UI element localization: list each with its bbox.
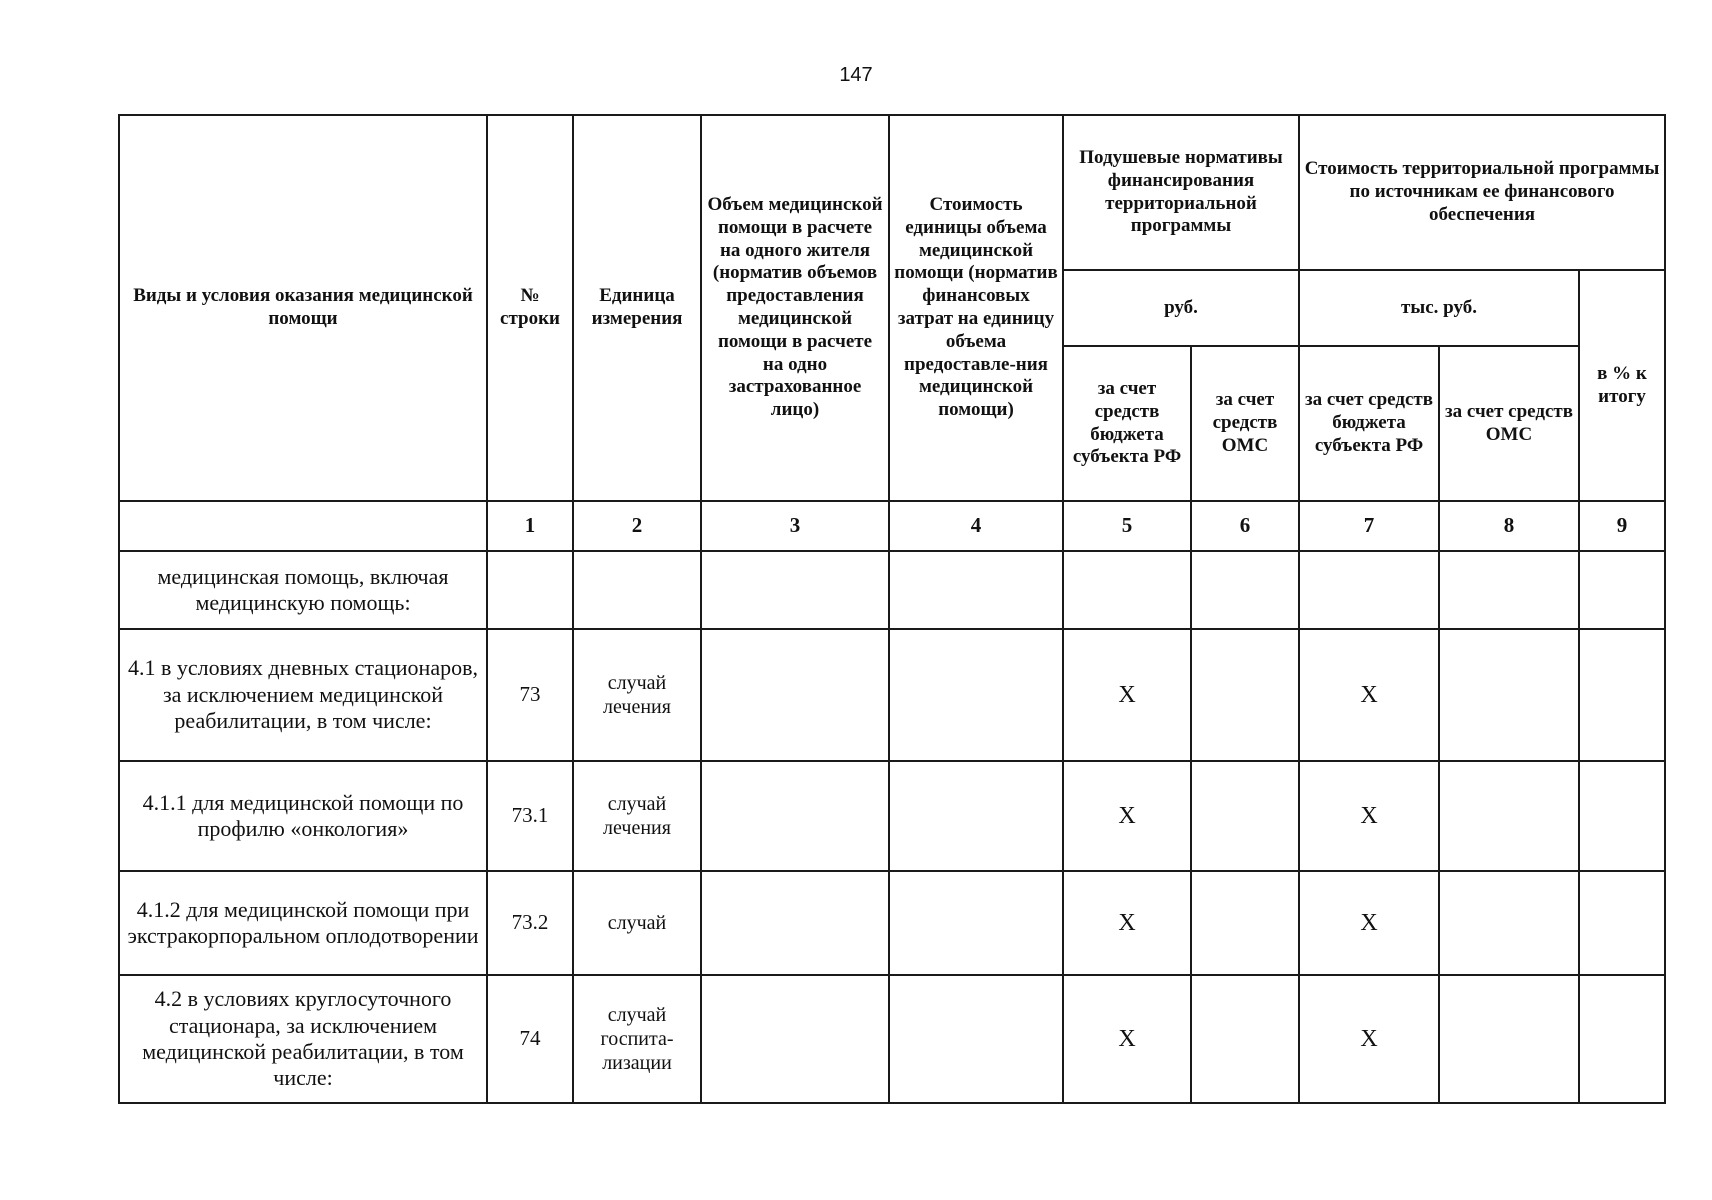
program-cost-table	[118, 114, 1666, 1104]
header-row-no: № строки	[487, 115, 573, 501]
column-number: 4	[889, 501, 1063, 551]
cell-program-oms	[1439, 551, 1579, 629]
header-oms: за счет средств ОМС	[1191, 346, 1299, 501]
header-budget-subject-thousand: за счет средств бюджета субъекта РФ	[1299, 346, 1439, 501]
header-oms-thousand: за счет средств ОМС	[1439, 346, 1579, 501]
cell-per-capita-oms	[1191, 629, 1299, 761]
cell-per-capita-oms	[1191, 551, 1299, 629]
column-number: 3	[701, 501, 889, 551]
table-row	[119, 551, 1665, 629]
cell-row-no: 73.2	[487, 871, 573, 975]
cell-percent	[1579, 629, 1665, 761]
header-budget-subject: за счет средств бюджета субъекта РФ	[1063, 346, 1191, 501]
cell-per-capita-oms	[1191, 975, 1299, 1103]
cell-program-budget: X	[1299, 761, 1439, 871]
column-number-row	[119, 501, 1665, 551]
column-number: 9	[1579, 501, 1665, 551]
table-row	[119, 975, 1665, 1103]
cell-program-budget: X	[1299, 629, 1439, 761]
column-number: 2	[573, 501, 701, 551]
cell-percent	[1579, 871, 1665, 975]
cell-percent	[1579, 761, 1665, 871]
column-number: 1	[487, 501, 573, 551]
header-kind: Виды и условия оказания медицинской помощи	[119, 115, 487, 501]
header-thousand-rub: тыс. руб.	[1299, 270, 1579, 346]
table-row	[119, 871, 1665, 975]
cell-volume	[701, 871, 889, 975]
cell-cost	[889, 975, 1063, 1103]
cell-unit	[573, 551, 701, 629]
page-number: 147	[839, 64, 873, 86]
cell-percent	[1579, 975, 1665, 1103]
cell-unit: случай лечения	[573, 761, 701, 871]
cell-cost	[889, 551, 1063, 629]
column-number: 8	[1439, 501, 1579, 551]
cell-row-no: 73.1	[487, 761, 573, 871]
cell-kind: медицинская помощь, включая медицинскую помощь:	[119, 551, 487, 629]
cell-per-capita-oms	[1191, 871, 1299, 975]
cell-cost	[889, 871, 1063, 975]
cell-unit: случай госпита-лизации	[573, 975, 701, 1103]
cell-cost	[889, 629, 1063, 761]
cell-row-no: 74	[487, 975, 573, 1103]
table-row	[119, 629, 1665, 761]
cell-program-oms	[1439, 629, 1579, 761]
cell-kind: 4.1.2 для медицинской помощи при экстракорпоральном оплодотворении	[119, 871, 487, 975]
cell-kind: 4.1 в условиях дневных стационаров, за исключением медицинской реабилитации, в том числе:	[119, 629, 487, 761]
cell-percent	[1579, 551, 1665, 629]
header-unit: Единица измерения	[573, 115, 701, 501]
cell-row-no	[487, 551, 573, 629]
cell-per-capita-budget: X	[1063, 871, 1191, 975]
cell-program-budget	[1299, 551, 1439, 629]
header-per-capita: Подушевые нормативы финансирования территориальной программы	[1063, 115, 1299, 270]
cell-row-no: 73	[487, 629, 573, 761]
cell-program-oms	[1439, 871, 1579, 975]
cell-per-capita-budget: X	[1063, 761, 1191, 871]
column-number: 6	[1191, 501, 1299, 551]
cell-unit: случай	[573, 871, 701, 975]
header-program-cost: Стоимость территориальной программы по источникам ее финансового обеспечения	[1299, 115, 1665, 270]
column-number: 7	[1299, 501, 1439, 551]
cell-volume	[701, 629, 889, 761]
header-rub: руб.	[1063, 270, 1299, 346]
cell-cost	[889, 761, 1063, 871]
cell-unit: случай лечения	[573, 629, 701, 761]
header-percent: в % к итогу	[1579, 270, 1665, 501]
cell-per-capita-budget	[1063, 551, 1191, 629]
cell-volume	[701, 975, 889, 1103]
cell-kind: 4.2 в условиях круглосуточного стационара, за исключением медицинской реабилитации, в том числе:	[119, 975, 487, 1103]
cell-program-oms	[1439, 975, 1579, 1103]
header-volume: Объем медицинской помощи в расчете на одного жителя (норматив объемов предоставления медицинской помощи в расчете на одно застрахованное лицо)	[701, 115, 889, 501]
column-number: 5	[1063, 501, 1191, 551]
cell-per-capita-budget: X	[1063, 629, 1191, 761]
table-row	[119, 761, 1665, 871]
cell-program-oms	[1439, 761, 1579, 871]
cell-kind: 4.1.1 для медицинской помощи по профилю «онкология»	[119, 761, 487, 871]
cell-volume	[701, 761, 889, 871]
column-number-blank	[119, 501, 487, 551]
cell-program-budget: X	[1299, 871, 1439, 975]
cell-volume	[701, 551, 889, 629]
cell-per-capita-oms	[1191, 761, 1299, 871]
cell-program-budget: X	[1299, 975, 1439, 1103]
header-cost: Стоимость единицы объема медицинской помощи (норматив финансовых затрат на единицу объема предоставле-ния медицинской помощи)	[889, 115, 1063, 501]
cell-per-capita-budget: X	[1063, 975, 1191, 1103]
